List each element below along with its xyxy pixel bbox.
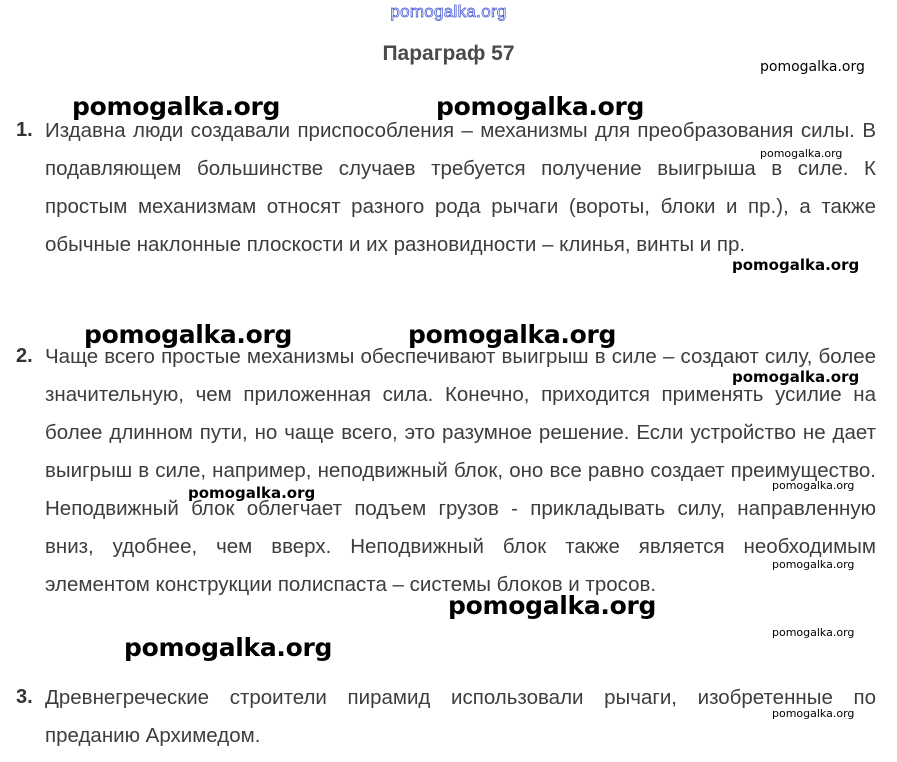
site-watermark: pomogalka.org — [390, 2, 507, 21]
watermark: pomogalka.org — [772, 558, 855, 571]
watermark: pomogalka.org — [188, 484, 316, 502]
watermark: pomogalka.org — [772, 626, 855, 639]
watermark: pomogalka.org — [760, 59, 865, 75]
paragraph-number: 1. — [16, 119, 33, 141]
watermark: pomogalka.org — [448, 591, 657, 620]
watermark: pomogalka.org — [408, 320, 617, 349]
watermark: pomogalka.org — [436, 92, 645, 121]
paragraph-text: Чаще всего простые механизмы обеспечивают выигрыш в силе – создают силу, более значительную, чем приложенная сила. Конечно, приходится применять усилие на более длинном пути, но чаще всего, это разумное решение. Если устройство не дает выигрыш в силе, например, неподвижный блок, оно все равно создает преимущество. Неподвижный блок облегчает подъем грузов - прикладывать силу, направленную вниз, удобнее, чем вверх. Неподвижный блок также является необходимым элементом конструкции полиспаста – системы блоков и тросов. — [45, 345, 876, 596]
paragraph-number: 2. — [16, 345, 33, 367]
watermark: pomogalka.org — [124, 633, 333, 662]
watermark: pomogalka.org — [84, 320, 293, 349]
paragraph-text: Древнегреческие строители пирамид использовали рычаги, изобретенные по преданию Архимедом. — [45, 686, 876, 747]
watermark: pomogalka.org — [732, 256, 860, 274]
watermark: pomogalka.org — [760, 147, 843, 160]
paragraph-3 — [16, 679, 876, 755]
watermark: pomogalka.org — [72, 92, 281, 121]
watermark: pomogalka.org — [772, 479, 855, 492]
page-title: Параграф 57 — [382, 42, 515, 65]
paragraph-number: 3. — [16, 686, 33, 708]
paragraph-text: Издавна люди создавали приспособления – механизмы для преобразования силы. В подавляющем большинстве случаев требуется получение выигрыша в силе. К простым механизмам относят разного рода рычаги (вороты, блоки и пр.), а также обычные наклонные плоскости и их разновидности – клинья, винты и пр. — [45, 119, 876, 256]
paragraph-1 — [16, 112, 876, 264]
watermark: pomogalka.org — [772, 707, 855, 720]
watermark: pomogalka.org — [732, 368, 860, 386]
